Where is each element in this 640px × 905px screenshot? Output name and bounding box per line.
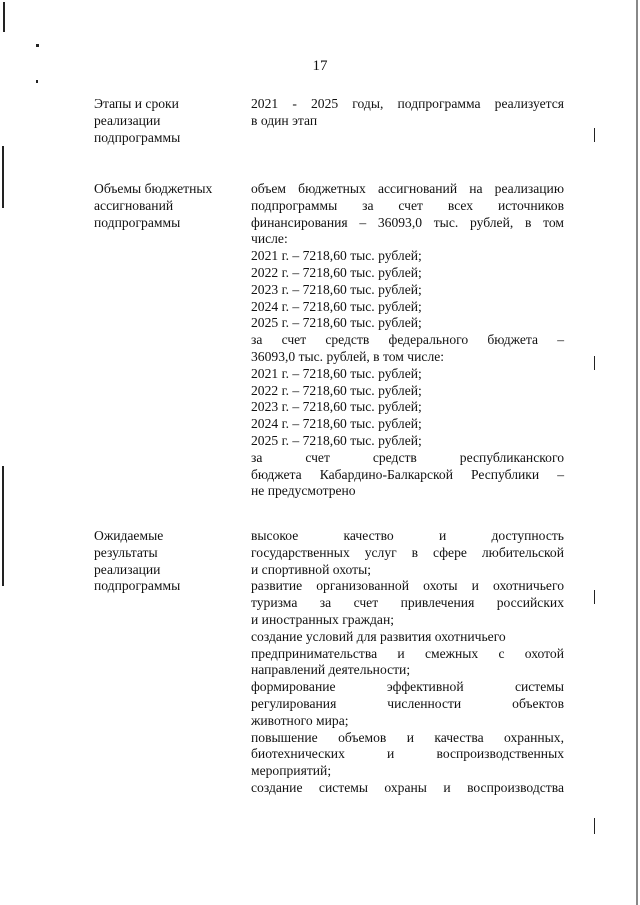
label-line: подпрограммы [94, 214, 181, 230]
value-line: 2021 г. – 7218,60 тыс. рублей; [251, 248, 422, 264]
page-number: 17 [312, 58, 328, 74]
scan-edge-mark [594, 128, 595, 142]
row-value-results [251, 528, 564, 797]
value-line: 2025 г. – 7218,60 тыс. рублей; [251, 432, 422, 448]
value-line: формирование эффективной системы [251, 679, 564, 695]
value-line: 2024 г. – 7218,60 тыс. рублей; [251, 298, 422, 314]
value-line: мероприятий; [251, 763, 332, 779]
value-line: 2025 г. – 7218,60 тыс. рублей; [251, 315, 422, 331]
value-line: 2022 г. – 7218,60 тыс. рублей; [251, 264, 422, 280]
scan-edge-mark [2, 466, 4, 586]
scan-edge-mark [594, 818, 595, 834]
scan-edge-mark [3, 2, 5, 32]
value-line: создание условий для развития охотничьего [251, 628, 506, 644]
scan-edge-mark [2, 146, 4, 208]
label-line: реализации [94, 561, 161, 577]
row-label-budget [94, 181, 239, 231]
value-line: 2023 г. – 7218,60 тыс. рублей; [251, 399, 422, 415]
value-line: финансирования – 36093,0 тыс. рублей, в том [251, 214, 564, 230]
value-line: 2022 г. – 7218,60 тыс. рублей; [251, 382, 422, 398]
value-line: направлений деятельности; [251, 662, 411, 678]
value-line: бюджета Кабардино-Балкарской Республики – [251, 466, 564, 482]
scan-edge-mark [594, 356, 595, 370]
value-line: создание системы охраны и воспроизводства [251, 779, 564, 795]
value-line: 2021 - 2025 годы, подпрограмма реализуется [251, 96, 564, 111]
label-line: реализации [94, 112, 161, 128]
label-line: результаты [94, 544, 158, 560]
value-line: биотехнических и воспроизводственных [251, 746, 564, 762]
value-line: 36093,0 тыс. рублей, в том числе: [251, 348, 445, 364]
value-line: развитие организованной охоты и охотничьего [251, 578, 564, 594]
scan-speck [36, 80, 38, 83]
value-line: животного мира; [251, 712, 349, 728]
scan-edge-mark [594, 590, 595, 604]
label-line: подпрограммы [94, 578, 181, 594]
value-line: предпринимательства и смежных с охотой [251, 645, 564, 661]
label-line: подпрограммы [94, 129, 181, 145]
value-line: объем бюджетных ассигнований на реализацию [251, 181, 564, 196]
value-line: 2021 г. – 7218,60 тыс. рублей; [251, 365, 422, 381]
scan-speck [36, 44, 39, 47]
value-line: и спортивной охоты; [251, 561, 371, 577]
label-line: Ожидаемые [94, 528, 164, 543]
value-line: и иностранных граждан; [251, 611, 395, 627]
row-value-stages [251, 96, 564, 130]
value-line: повышение объемов и качества охранных, [251, 729, 564, 745]
value-line: подпрограммы за счет всех источников [251, 197, 564, 213]
label-line: ассигнований [94, 197, 174, 213]
value-line: в один этап [251, 112, 318, 128]
label-line: Этапы и сроки [94, 96, 179, 111]
row-value-budget [251, 181, 564, 500]
row-label-results [94, 528, 239, 595]
row-label-stages [94, 96, 239, 146]
value-line: за счет средств республиканского [251, 449, 564, 465]
value-line: не предусмотрено [251, 483, 356, 499]
value-line: государственных услуг в сфере любительской [251, 544, 564, 560]
value-line: регулирования численности объектов [251, 695, 564, 711]
scan-right-edge [636, 0, 638, 905]
value-line: 2023 г. – 7218,60 тыс. рублей; [251, 281, 422, 297]
value-line: высокое качество и доступность [251, 528, 564, 543]
value-line: числе: [251, 231, 288, 247]
value-line: за счет средств федерального бюджета – [251, 332, 564, 348]
label-line: Объемы бюджетных [94, 181, 213, 196]
value-line: 2024 г. – 7218,60 тыс. рублей; [251, 416, 422, 432]
value-line: туризма за счет привлечения российских [251, 595, 564, 611]
